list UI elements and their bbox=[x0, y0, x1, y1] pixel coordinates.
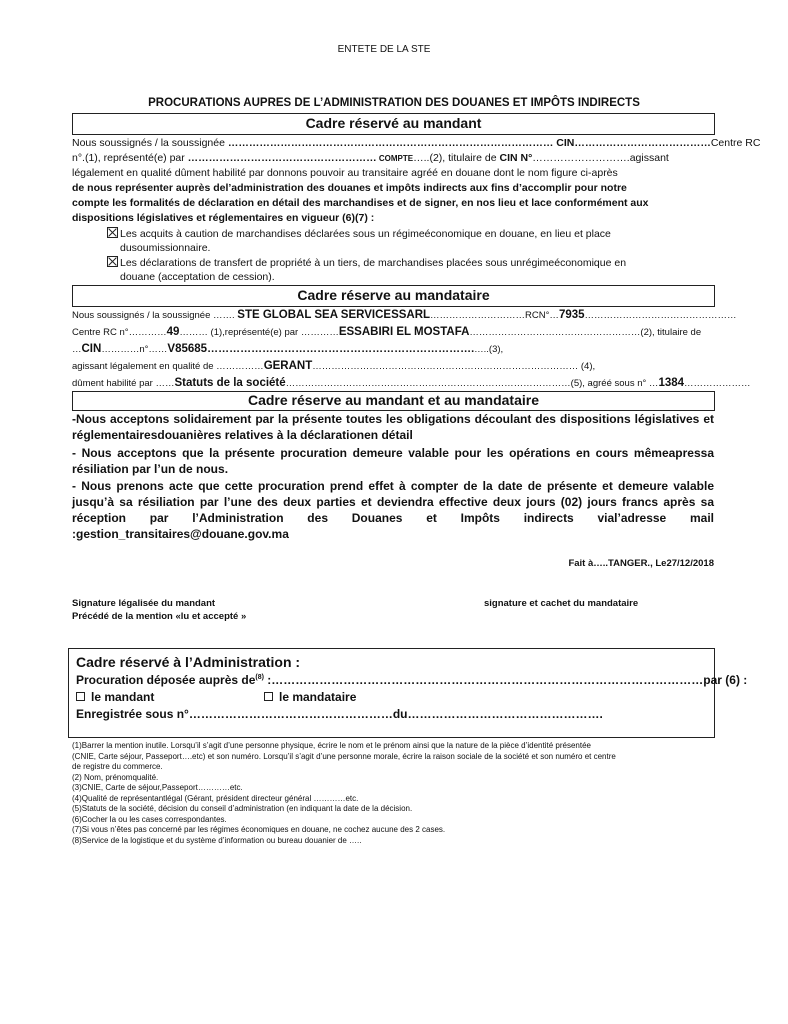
dots: ………………………………………………………………………………… bbox=[227, 137, 554, 149]
cin-label: CIN bbox=[81, 343, 102, 355]
signature-mention-label: Précédé de la mention «lu et accepté » bbox=[72, 611, 247, 622]
rc-center: 49 bbox=[166, 326, 180, 338]
text: :………………………………………………………………………………………………par (6) : bbox=[263, 673, 748, 687]
letterhead-placeholder: ENTETE DE LA STE bbox=[337, 44, 431, 55]
option-text: le mandant bbox=[91, 690, 155, 704]
footnote: (5)Statuts de la société, décision du conseil d’administration (en indiquant la date de la décision. bbox=[72, 804, 413, 813]
checked-box-icon[interactable] bbox=[107, 256, 118, 267]
footnotes bbox=[72, 741, 714, 846]
checkbox-icon[interactable] bbox=[76, 692, 85, 701]
compte-label: COMPTE bbox=[376, 154, 414, 163]
dots: ……………………………………………………………………………… bbox=[285, 378, 571, 389]
footnote: (2) Nom, prénomqualité. bbox=[72, 772, 159, 782]
option-transfert-cont: douane (acceptation de cession). bbox=[120, 271, 275, 283]
text: n°.(1), représenté(e) par bbox=[72, 152, 188, 164]
text: Nous soussignés / la soussignée ……. bbox=[72, 310, 238, 321]
option-text: Les acquits à caution de marchandises déclarées sous un régimeéconomique en douane, en lieu et place bbox=[120, 228, 611, 240]
cin-label: CIN bbox=[553, 137, 575, 149]
dots: ………………………………… bbox=[574, 137, 711, 149]
text: (5), agréé sous n° … bbox=[570, 378, 659, 389]
mandant-line-1 bbox=[72, 136, 761, 150]
document-title: PROCURATIONS AUPRES DE L’ADMINISTRATION DES DOUANES ET IMPÔTS INDIRECTS bbox=[148, 97, 640, 109]
rc-number: 7935 bbox=[558, 309, 585, 321]
signature-mandataire-label: signature et cachet du mandataire bbox=[484, 598, 639, 609]
checkbox-icon[interactable] bbox=[264, 692, 273, 701]
text: agissant légalement en qualité de …………… bbox=[72, 361, 264, 372]
footnote-ref: (8) bbox=[255, 674, 264, 681]
authority-value: Statuts de la société bbox=[174, 377, 286, 389]
company-name: STE GLOBAL SEA SERVICESSARL bbox=[237, 309, 431, 321]
option-acquits bbox=[107, 227, 611, 241]
administration-box bbox=[68, 648, 748, 738]
text: ……… (1),représenté(e) par ………… bbox=[179, 327, 339, 338]
both-box-header bbox=[72, 391, 715, 411]
text: …..(3), bbox=[474, 344, 504, 355]
text: RCN°… bbox=[525, 310, 559, 321]
text: … bbox=[72, 344, 82, 355]
clause-obligations: -Nous acceptons solidairement par la présente toutes les obligations découlant des dispositions législatives et réglementairesdouanières relatives à la déclarationen détail bbox=[72, 412, 714, 442]
mandataire-line-5 bbox=[72, 376, 751, 391]
option-transfert bbox=[107, 256, 626, 270]
text: …………n°…… bbox=[101, 344, 168, 355]
mandataire-box-header bbox=[72, 285, 715, 307]
text: (4), bbox=[578, 361, 596, 372]
clause-effect: - Nous prenons acte que cette procuration prend effet à compter de la date de présente et demeure valable jusqu’à sa résiliation par l’une des deux parties et deviendra effective deux jours (02) jours francs après sa réception par l’Administration des Douanes et Impôts indirects vial’adresse mail :gestion_transitaires@douane.gov.ma bbox=[72, 479, 714, 541]
mandataire-line-3 bbox=[72, 342, 714, 357]
footnote: (7)Si vous n’êtes pas concerné par les régimes économiques en douane, ne cochez aucune des 2 cases. bbox=[72, 825, 446, 834]
dots: ………………… bbox=[684, 378, 751, 389]
footnote: (4)Qualité de représentantlégal (Gérant, président directeur général …………etc. bbox=[72, 793, 359, 803]
footnote: (1)Barrer la mention inutile. Lorsqu’il s’agit d’une personne physique, écrire le nom et le prénom ainsi que la nature de la pièce d’identité présentée bbox=[72, 741, 591, 750]
registered-line: Enregistrée sous n°……………………………………………du…………………………………………. bbox=[76, 707, 603, 721]
mandant-box-title: Cadre réservé au mandant bbox=[305, 115, 482, 131]
agreement-number: 1384 bbox=[658, 377, 685, 389]
place-date: Fait à…..TANGER., Le27/12/2018 bbox=[568, 558, 714, 569]
mandant-line-3: légalement en qualité dûment habilité par donnons pouvoir au transitaire agréé en douane dont le nom figure ci-après bbox=[72, 167, 618, 179]
dots: ………………………………………………………………. bbox=[207, 343, 475, 355]
dots: ………………………………………………………………………… bbox=[312, 361, 579, 372]
dots: ………………………. bbox=[532, 152, 630, 164]
deposit-line bbox=[76, 673, 747, 687]
mandataire-line-4 bbox=[72, 359, 714, 374]
text: Nous soussignés / la soussignée bbox=[72, 137, 228, 149]
cin-label: CIN N° bbox=[499, 152, 533, 164]
dots: ………………………… bbox=[430, 310, 526, 321]
option-le-mandant bbox=[76, 690, 154, 704]
administration-title: Cadre réservé à l’Administration : bbox=[76, 654, 301, 670]
text: agissant bbox=[629, 152, 669, 164]
mandant-line-2 bbox=[72, 151, 714, 166]
quality-value: GERANT bbox=[263, 360, 313, 372]
option-le-mandataire bbox=[264, 690, 356, 704]
mandataire-line-1 bbox=[72, 308, 737, 323]
footnote: (8)Service de la logistique et du système d’information ou bureau douanier de ….. bbox=[72, 835, 362, 845]
signature-mandant-label: Signature légalisée du mandant bbox=[72, 598, 216, 609]
option-acquits-cont: dusoumissionnaire. bbox=[120, 242, 211, 254]
footnote: (3)CNIE, Carte de séjour,Passeport…………etc. bbox=[72, 783, 243, 792]
mandataire-line-2 bbox=[72, 325, 714, 340]
footnote: (6)Cocher la ou les cases correspondantes. bbox=[72, 814, 227, 824]
option-text: Les déclarations de transfert de propriété à un tiers, de marchandises placées sous unrégimeéconomique en bbox=[120, 257, 627, 269]
mandant-line-6: dispositions législatives et réglementaires en vigueur (6)(7) : bbox=[72, 212, 375, 224]
footnote: (CNIE, Carte séjour, Passeport….etc) et son numéro. Lorsqu’il s’agit d’une personne morale, écrire la raison sociale de la société et son numéro et centre bbox=[72, 751, 616, 761]
text: (2), titulaire de bbox=[640, 327, 702, 338]
mandataire-box-title: Cadre réserve au mandataire bbox=[297, 287, 490, 303]
dots: ……………………………………………… bbox=[187, 152, 377, 164]
option-text: le mandataire bbox=[279, 690, 357, 704]
mandant-line-5: compte les formalités de déclaration en détail des marchandises et de signer, en nos lieu et lace conformément aux bbox=[72, 197, 649, 209]
checked-box-icon[interactable] bbox=[107, 227, 118, 238]
text: Procuration déposée auprès de bbox=[76, 673, 256, 687]
text: Centre RC n°………… bbox=[72, 327, 167, 338]
text: dûment habilité par …… bbox=[72, 378, 175, 389]
representative-name: ESSABIRI EL MOSTAFA bbox=[338, 326, 470, 338]
cin-number: V85685 bbox=[167, 343, 208, 355]
text: …..(2), titulaire de bbox=[413, 152, 500, 164]
clause-validity: - Nous acceptons que la présente procuration demeure valable pour les opérations en cours mêmeapressa résiliation par l’un de nous. bbox=[72, 446, 714, 476]
dots: ……………………………………………… bbox=[469, 327, 641, 338]
both-box-title: Cadre réserve au mandant et au mandataire bbox=[247, 392, 539, 408]
mandant-box-header bbox=[72, 113, 715, 135]
dots: ………………………………………… bbox=[584, 310, 737, 321]
text: Centre RC bbox=[710, 137, 761, 149]
mandant-line-4: de nous représenter auprès del’administration des douanes et impôts indirects aux fins d’accomplir pour notre bbox=[72, 182, 627, 194]
footnote: de registre du commerce. bbox=[72, 762, 163, 771]
